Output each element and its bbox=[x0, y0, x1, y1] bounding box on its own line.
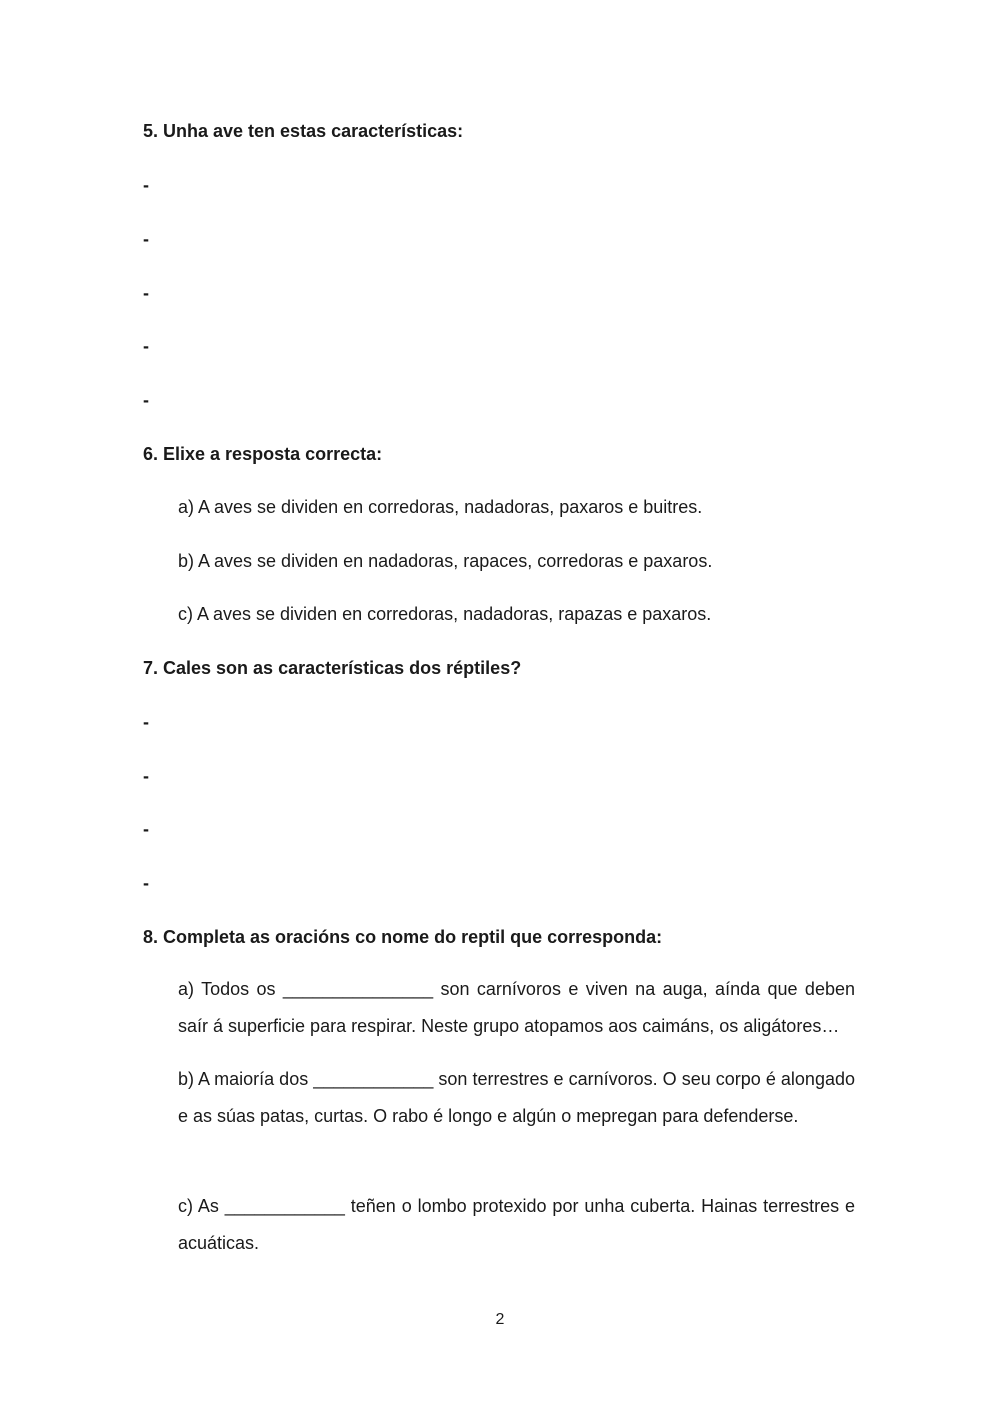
answer-line-dash: - bbox=[143, 390, 149, 410]
answer-line-dash: - bbox=[143, 873, 149, 893]
answer-line-dash: - bbox=[143, 819, 149, 839]
question-6-title: 6. Elixe a resposta correcta: bbox=[143, 444, 383, 464]
answer-line-dash: - bbox=[143, 175, 149, 195]
answer-line-dash: - bbox=[143, 712, 149, 732]
option-c: c) A aves se dividen en corredoras, nadadoras, rapazas e paxaros. bbox=[178, 604, 712, 624]
page-number: 2 bbox=[495, 1311, 505, 1328]
answer-line-dash: - bbox=[143, 229, 149, 249]
option-b: b) A aves se dividen en nadadoras, rapaces, corredoras e paxaros. bbox=[178, 551, 713, 571]
answer-line-dash: - bbox=[143, 283, 149, 303]
question-8-title: 8. Completa as oracións co nome do reptil que corresponda: bbox=[143, 927, 663, 947]
answer-line-dash: - bbox=[143, 336, 149, 356]
sentence-c: c) As ____________ teñen o lombo protexido por unha cuberta. Hainas terrestres e acuáticas. bbox=[178, 1196, 855, 1253]
question-7-title: 7. Cales son as características dos réptiles? bbox=[143, 658, 522, 678]
sentence-a: a) Todos os _______________ son carnívoros e viven na auga, aínda que deben saír á superficie para respirar. Neste grupo atopamos aos caimáns, os aligátores… bbox=[178, 979, 855, 1036]
answer-line-dash: - bbox=[143, 766, 149, 786]
sentence-b: b) A maioría dos ____________ son terrestres e carnívoros. O seu corpo é alongado e as súas patas, curtas. O rabo é longo e algún o mepregan para defenderse. bbox=[178, 1069, 855, 1126]
question-5-title: 5. Unha ave ten estas características: bbox=[143, 121, 464, 141]
option-a: a) A aves se dividen en corredoras, nadadoras, paxaros e buitres. bbox=[178, 497, 703, 517]
